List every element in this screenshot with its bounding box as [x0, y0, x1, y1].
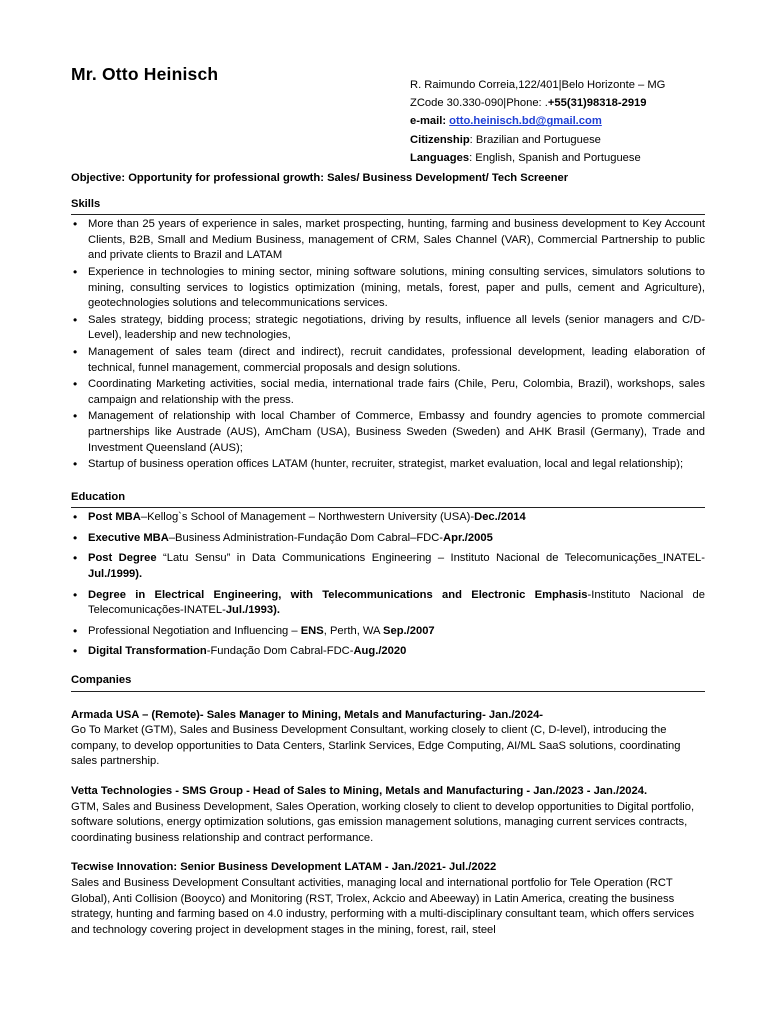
citizenship-value: : Brazilian and Portuguese [469, 133, 601, 146]
skill-item: • Management of sales team (direct and indirect), recruit candidates, professional development, leading elaboration of technical, funnel management, commercial proposals and design solutions. [71, 345, 705, 376]
skill-item: • Coordinating Marketing activities, social media, international trade fairs (Chile, Peru, Colombia, Brazil), workshops, sales campaign and relationship with the press. [71, 377, 705, 408]
education-degree: Post Degree [88, 552, 157, 565]
education-detail: –Kellog`s School of Management – Northwestern University (USA)- [140, 511, 475, 524]
education-item [71, 551, 705, 582]
education-detail: Professional Negotiation and Influencing – [88, 624, 301, 637]
company-description: GTM, Sales and Business Development, Sales Operation, working closely to client to develop opportunities to Digital portfolio, software solutions, energy optimization solutions, gas emission management solutions, managing current services contracts, coordinating business relationship and contract performance. [71, 800, 695, 844]
email-link[interactable]: otto.heinisch.bd@gmail.com [449, 115, 602, 128]
skills-heading: Skills [71, 197, 705, 216]
candidate-name: Mr. Otto Heinisch [71, 64, 219, 84]
education-detail: “Latu Sensu” in Data Communications Engineering – Instituto Nacional de Telecomunicações_INATEL- [156, 552, 705, 565]
education-date: Sep./2007 [383, 624, 435, 637]
education-detail: –Business Administration-Fundação Dom Cabral–FDC- [168, 531, 444, 544]
zcode-text: ZCode 30.330-090|Phone: . [410, 97, 548, 110]
languages-line [410, 149, 730, 167]
education-degree: Degree in Electrical Engineering, with Telecommunications and Electronic Emphasis [88, 588, 588, 601]
citizenship-label: Citizenship [410, 133, 470, 146]
email-line [410, 112, 730, 130]
education-item [71, 588, 705, 619]
resume-body [71, 171, 705, 938]
companies-heading: Companies [71, 673, 705, 692]
company-entry [71, 784, 705, 846]
education-detail: -Instituto Nacional de Telecomunicações-INATEL- [88, 588, 705, 617]
education-item [71, 624, 705, 640]
education-date: Apr./2005 [443, 531, 493, 544]
company-title: Vetta Technologies - SMS Group - Head of Sales to Mining, Metals and Manufacturing - Jan./2023 - Jan./2024. [71, 785, 648, 797]
skill-item: • Management of relationship with local Chamber of Commerce, Embassy and foundry agencies to promote commercial partnerships like Austrade (AUS), AmCham (USA), Business Sweden (Sweden) and AHK Brasil (Germany), Trade and Investment Queensland (AUS); [71, 409, 705, 456]
skill-item: • Experience in technologies to mining sector, mining software solutions, mining consulting services, simulators solutions to mining, consulting services to logistics optimization (mining, metals, forest, paper and pulls, cement and Agriculture), geotechnologies solutions and telecommunications services. [71, 265, 705, 312]
skills-list [71, 217, 705, 473]
citizenship-line [410, 131, 730, 149]
education-degree: Executive MBA [88, 531, 169, 544]
email-label: e-mail: [410, 115, 450, 128]
company-entry [71, 708, 705, 770]
education-date: Jul./1999). [88, 568, 143, 581]
address-line: R. Raimundo Correia,122/401|Belo Horizonte – MG [410, 79, 666, 91]
education-location: , Perth, WA [323, 624, 384, 637]
education-list [71, 510, 705, 660]
education-item [71, 531, 705, 547]
zcode-phone-line [410, 94, 730, 112]
education-item [71, 510, 705, 526]
education-date: Dec./2014 [474, 511, 526, 524]
contact-block [410, 76, 730, 167]
company-description: Sales and Business Development Consultant activities, managing local and international portfolio for Tele Operation (RCT Global), Anti Collision (Booyco) and Monitoring (RST, Trolex, Ackcio and Abeeway) in Latin America, creating the business strategy, hunting and farming based on 4.0 industry, performing with a multi-disciplinary consultant team, which offers services and technology covering project in development stages in the mining, forest, rail, steel [71, 876, 695, 936]
education-detail: -Fundação Dom Cabral-FDC- [206, 645, 354, 658]
company-title: Tecwise Innovation: Senior Business Development LATAM - Jan./2021- Jul./2022 [71, 861, 497, 874]
company-description: Go To Market (GTM), Sales and Business Development Consultant, working closely to client (C, D-level), introducing the company, to develop opportunities to Data Centers, Starlink Services, Edge Computing, AI/ML SaaS solutions, coordinating sales partnership. [71, 724, 681, 768]
education-item [71, 644, 705, 660]
languages-label: Languages [410, 151, 470, 164]
skill-item: • More than 25 years of experience in sales, market prospecting, hunting, farming and business development to Key Account Clients, B2B, Small and Medium Business, management of CRM, Sales Channel (VAR), Commercial Partnership to public and private clients to Brazil and LATAM [71, 217, 705, 264]
objective: Objective: Opportunity for professional growth: Sales/ Business Development/ Tech Screener [71, 172, 569, 184]
phone-number: +55(31)98318-2919 [547, 97, 647, 110]
company-title: Armada USA – (Remote)- Sales Manager to Mining, Metals and Manufacturing- Jan./2024- [71, 708, 544, 721]
education-date: Aug./2020 [353, 645, 407, 658]
education-degree: Digital Transformation [88, 645, 207, 658]
skill-item: • Startup of business operation offices LATAM (hunter, recruiter, strategist, market evaluation, local and legal relationship); [71, 457, 705, 473]
skill-item: • Sales strategy, bidding process; strategic negotiations, driving by results, influence all levels (senior managers and C/D-Level), leadership and new technologies, [71, 313, 705, 344]
education-degree: Post MBA [88, 511, 141, 524]
company-entry [71, 860, 705, 938]
education-date: Jul./1993). [225, 604, 280, 617]
languages-value: : English, Spanish and Portuguese [469, 151, 641, 164]
education-school: ENS [300, 624, 324, 637]
education-heading: Education [71, 490, 705, 509]
